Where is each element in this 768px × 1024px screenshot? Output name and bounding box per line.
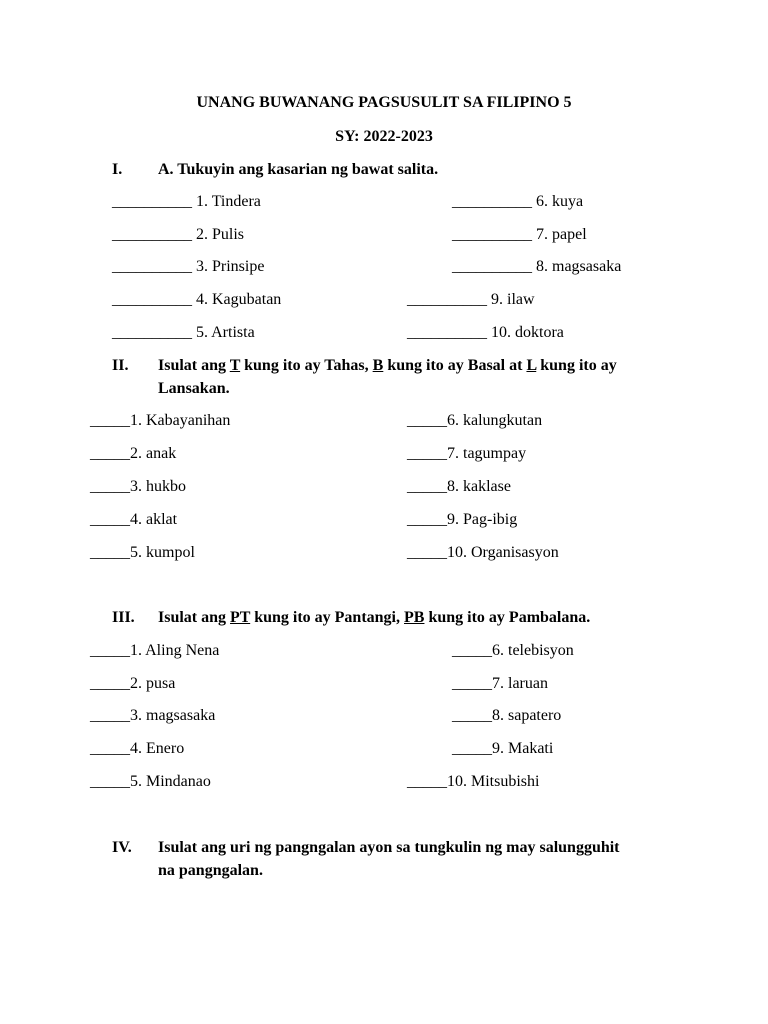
section-3-item-3: _____3. magsasaka [90, 707, 216, 724]
section-1-item-6: __________ 6. kuya [452, 193, 584, 210]
section-1-item-4: __________ 4. Kagubatan [112, 291, 282, 308]
section-3-item-5: _____5. Mindanao [90, 773, 211, 790]
section-2-instruction: Isulat ang T kung ito ay Tahas, B kung ito ay Basal at L kung ito ay [158, 357, 617, 374]
code-pt: PT [230, 609, 251, 626]
section-3-item-10: _____10. Mitsubishi [407, 773, 540, 790]
section-2-instruction-cont: Lansakan. [158, 380, 230, 397]
section-3-instruction: Isulat ang PT kung ito ay Pantangi, PB kung ito ay Pambalana. [158, 609, 591, 626]
section-3-numeral: III. [112, 609, 135, 626]
section-1-item-7: __________ 7. papel [452, 226, 587, 243]
section-2-item-1: _____1. Kabayanihan [90, 412, 231, 429]
school-year: SY: 2022-2023 [335, 128, 433, 145]
section-3-item-9: _____9. Makati [452, 740, 554, 757]
section-2-item-4: _____4. aklat [90, 511, 178, 528]
section-3-item-8: _____8. sapatero [452, 707, 562, 724]
section-2-item-7: _____7. tagumpay [407, 445, 527, 462]
section-2-item-9: _____9. Pag-ibig [407, 511, 518, 528]
section-3-item-6: _____6. telebisyon [452, 642, 574, 659]
section-1-item-3: __________ 3. Prinsipe [112, 258, 265, 275]
code-pb: PB [404, 609, 425, 626]
section-2-item-6: _____6. kalungkutan [407, 412, 543, 429]
section-3-item-1: _____1. Aling Nena [90, 642, 220, 659]
section-1-item-5: __________ 5. Artista [112, 324, 255, 341]
section-2-item-5: _____5. kumpol [90, 544, 195, 561]
section-2-item-10: _____10. Organisasyon [407, 544, 559, 561]
section-1-item-1: __________ 1. Tindera [112, 193, 261, 210]
section-1-instruction: A. Tukuyin ang kasarian ng bawat salita. [158, 161, 439, 178]
section-2-item-8: _____8. kaklase [407, 478, 511, 495]
section-3-item-4: _____4. Enero [90, 740, 185, 757]
section-1-item-9: __________ 9. ilaw [407, 291, 535, 308]
code-l: L [526, 357, 537, 374]
section-2-numeral: II. [112, 357, 129, 374]
code-t: T [229, 357, 241, 374]
code-b: B [372, 357, 384, 374]
section-1-item-2: __________ 2. Pulis [112, 226, 245, 243]
section-4-instruction-cont: na pangngalan. [158, 862, 263, 879]
section-3-item-2: _____2. pusa [90, 675, 176, 692]
page-title: UNANG BUWANANG PAGSUSULIT SA FILIPINO 5 [196, 94, 572, 111]
section-4-numeral: IV. [112, 839, 132, 856]
section-1-numeral: I. [112, 161, 123, 178]
section-2-item-2: _____2. anak [90, 445, 177, 462]
section-1-item-8: __________ 8. magsasaka [452, 258, 622, 275]
section-3-item-7: _____7. laruan [452, 675, 548, 692]
section-1-item-10: __________ 10. doktora [407, 324, 564, 341]
section-2-item-3: _____3. hukbo [90, 478, 186, 495]
section-4-instruction: Isulat ang uri ng pangngalan ayon sa tungkulin ng may salungguhit [158, 839, 620, 856]
